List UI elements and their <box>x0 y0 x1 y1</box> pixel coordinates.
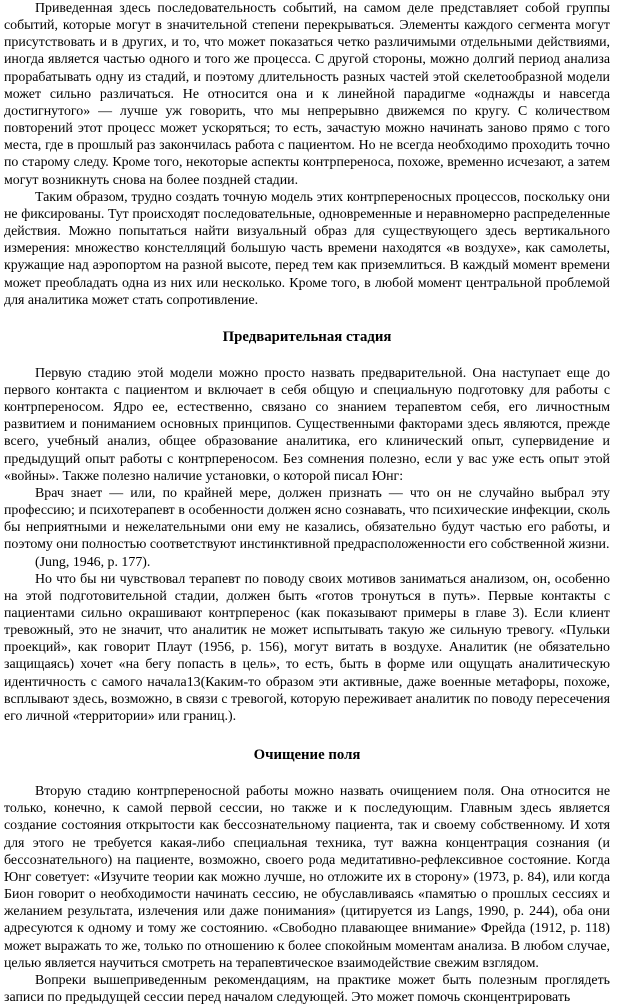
section-heading: Предварительная стадия <box>222 328 392 345</box>
citation: (Jung, 1946, p. 177). <box>35 554 151 570</box>
paragraph: Но что бы ни чувствовал терапевт по поводу своих мотивов заниматься анализом, он, особенно на этой подготовительной стадии, должен быть «готов тронуться в путь». Первые контакты с пациентами сильно окрашивают контрперенос (как показывают примеры в главе 3). Если клиент тревожный, это не значит, что аналитик не может испытывать такую же сильную тревогу. «Пульки проекций», как говорит Плаут (1956, p. 156), могут витать в воздухе. Аналитик (не обязательно защищаясь) хочет «на бегу попасть в цель», то есть, быть в форме или ощущать аналитическую идентичность с самого начала13(Каким-то образом эти активные, даже военные метафоры, похоже, всплывают здесь, возможно, в связи с тревогой, которую переживает аналитик по поводу пересечения его личной «территории» или границ.). <box>4 571 610 724</box>
paragraph: Таким образом, трудно создать точную модель этих контрпереносных процессов, поскольку они не фиксированы. Тут происходят последовательные, одновременные и неравномерно распределенные действия. Можно попытаться найти визуальный образ для существующего здесь вертикального измерения: множество констелляций большую часть времени находятся «в воздухе», как самолеты, кружащие над аэропортом на разной высоте, перед тем как приземлиться. В каждый момент времени может преобладать одна из них или несколько. Кроме того, в любой момент центральной проблемой для аналитика может стать сопротивление. <box>4 189 610 308</box>
paragraph: Первую стадию этой модели можно просто назвать предварительной. Она наступает еще до первого контакта с пациентом и включает в себя общую и специальную подготовку для работы с контрпереносом. Ядро ее, естественно, связано со знанием терапевтом себя, его личностным развитием и пониманием основных принципов. Существенными факторами здесь являются, прежде всего, учебный анализ, общее образование аналитика, его клинический опыт, супервидение и предыдущий опыт работы с контрпереносом. Без сомнения полезно, если у вас уже есть опыт этой «войны». Также полезно наличие установки, о которой писал Юнг: <box>4 365 610 484</box>
section-heading: Очищение поля <box>253 747 361 764</box>
paragraph: Вторую стадию контрпереносной работы можно назвать очищением поля. Она относится не только, конечно, к самой первой сессии, но также и к последующим. Главным здесь является создание состояния открытости как бессознательному пациента, так и своему собственному. И хотя для этого не требуется какая-либо специальная техника, тут важна концентрация сознания (и бессознательного) на пациенте, возможно, своего рода медитативно-рефлексивное состояние. Когда Юнг советует: «Изучите теории как можно лучше, но отложите их в сторону» (1973, p. 84), или когда Бион говорит о необходимости начинать сессию, не обуславливаясь «памятью о прошлых сессиях и желанием результата, излечения или даже понимания» (цитируется из Langs, 1990, p. 244), оба они адресуются к одному и тому же состоянию. «Свободно плавающее внимание» Фрейда (1912, p. 118) может выражать то же, только по отношению к более спокойным моментам анализа. В любом случае, целью является научиться смотреть на терапевтическое взаимодействие свежим взглядом. <box>4 784 610 971</box>
quote-paragraph: Врач знает — или, по крайней мере, должен признать — что он не случайно выбрал эту профессию; и психотерапевт в особенности должен ясно сознавать, что психические инфекции, сколь бы неприятными и нежелательными они ему не казались, обязательно будут частью его работы, и поэтому они полностью соответствуют инстинктивной предрасположенности его собственной жизни. <box>4 485 610 553</box>
paragraph: Приведенная здесь последовательность событий, на самом деле представляет собой группы событий, которые могут в значительной степени перекрываться. Элементы каждого сегмента могут присутствовать и в других, и то, что может показаться четко различимыми отдельными действиями, иногда является частью одного и того же процесса. С другой стороны, можно долгий период анализа прорабатывать одну из стадий, и поэтому длительность разных частей этой скелетообразной модели может сильно различаться. Не относится она и к линейной парадигме «однажды и навсегда достигнутого» — лучше уж говорить, что мы непрерывно движемся по кругу. С количеством повторений этот процесс может ускоряться; то есть, зачастую можно начинать заново прямо с того места, где в прошлый раз закончилась работа с пациентом. Но не всегда необходимо проходить точно по старому следу. Кроме того, некоторые аспекты контрпереноса, похоже, временно исчезают, а затем могут возникнуть снова на более поздней стадии. <box>4 1 610 188</box>
paragraph: Вопреки вышеприведенным рекомендациям, на практике может быть полезным проглядеть записи по предыдущей сессии перед началом следующей. Это может помочь сконцентрировать <box>4 972 610 1005</box>
